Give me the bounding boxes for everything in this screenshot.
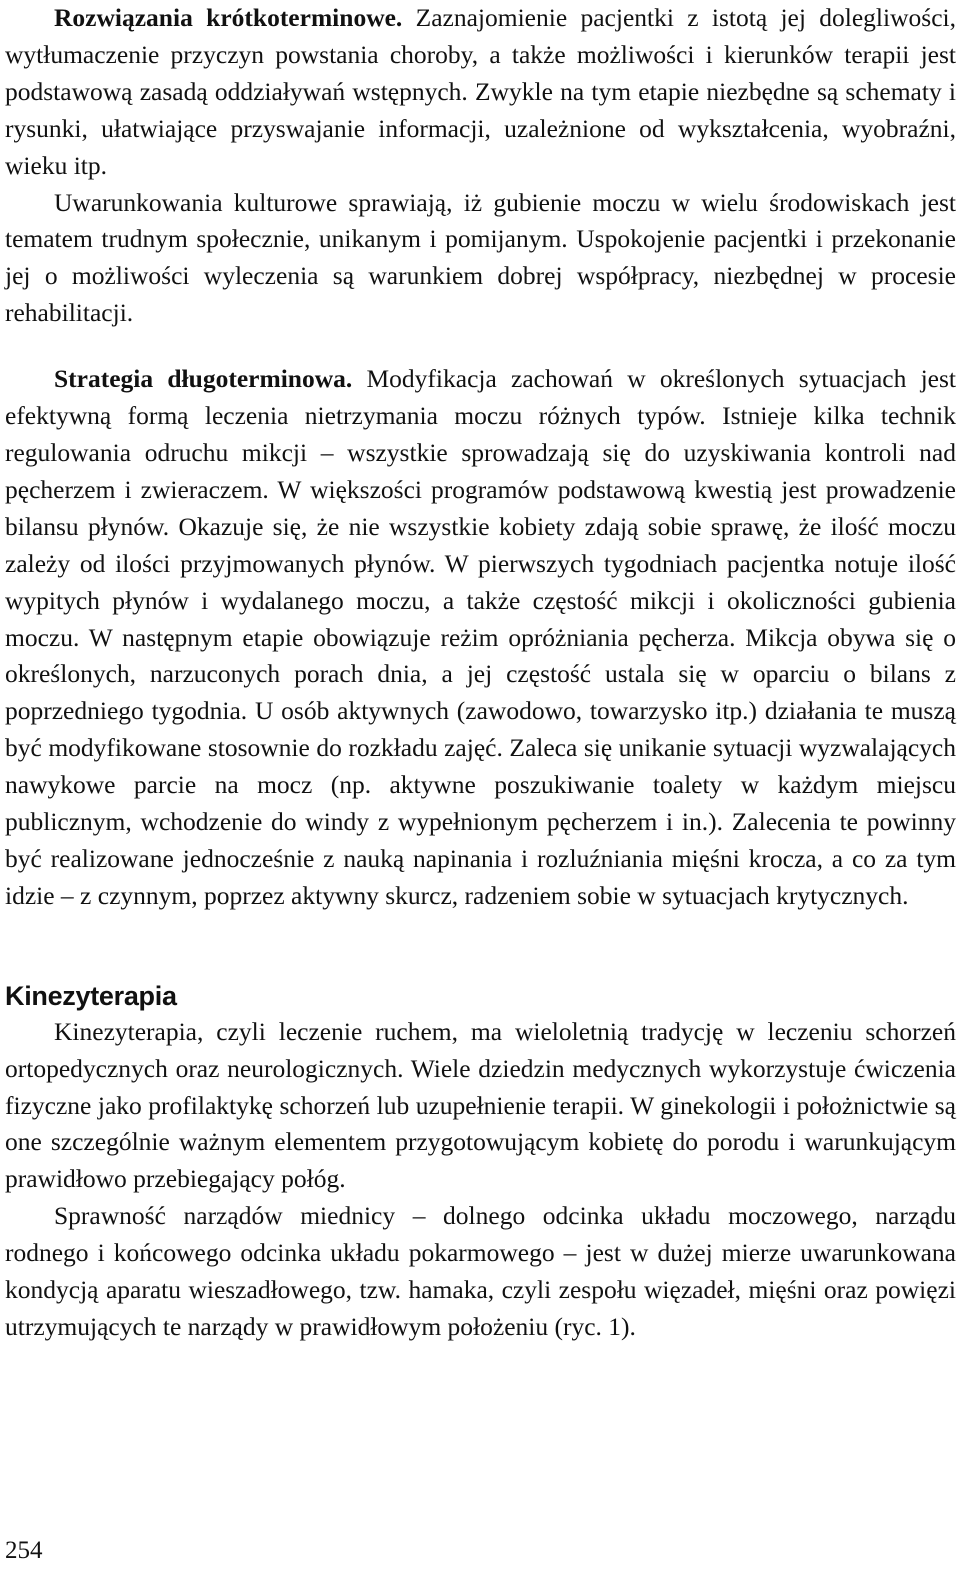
lead-in-long-term: Strategia długoterminowa. [54, 364, 353, 394]
paragraph-pelvic-organs: Sprawność narządów miednicy – dolnego odcinka układu moczowego, narządu rodnego i końcowego odcinka układu pokarmowego – jest w dużej mierze uwarunkowana kondycją aparatu wieszadłowego, tzw. hamaka, czyli zespołu więzadeł, mięśni oraz powięzi utrzymujących te narządy w prawidłowym położeniu (ryc. 1). [5, 1201, 956, 1341]
paragraph-cultural-conditions: Uwarunkowania kulturowe sprawiają, iż gubienie moczu w wielu środowiskach jest tematem trudnym społecznie, unikanym i pomijanym. Uspokojenie pacjentki i przekonanie jej o możliwości wyleczenia są warunkiem dobrej współpracy, niezbędnej w procesie rehabilitacji. [5, 187, 956, 328]
paragraph-kinezyterapia-intro: Kinezyterapia, czyli leczenie ruchem, ma wieloletnią tradycję w leczeniu schorzeń ortopedycznych oraz neurologicznych. Wiele dziedzin medycznych wykorzystuje ćwiczenia fizyczne jako profilaktykę schorzeń lub uzupełnienie terapii. W ginekologii i położnictwie są one szczególnie ważnym elementem przygotowującym kobietę do porodu i warunkującym prawidłowo przebiegający połóg. [5, 1016, 956, 1194]
page-body [5, 0, 956, 1346]
paragraph-long-term-strategy [5, 361, 956, 915]
lead-in-short-term: Rozwiązania krótkoterminowe. [54, 3, 403, 32]
section-heading-kinezyterapia: Kinezyterapia [5, 980, 177, 1011]
paragraph-short-term-solutions [5, 0, 956, 185]
page-number: 254 [5, 1537, 43, 1564]
paragraph-text: Modyfikacja zachowań w określonych sytuacjach jest efektywną formą leczenia nietrzymania moczu różnych typów. Istnieje kilka technik regulowania odruchu mikcji – wszystkie sprowadzają się do uzyskiwania kontroli nad pęcherzem i zwieraczem. W większości programów podstawową kwestią jest prowadzenie bilansu płynów. Okazuje się, że nie wszystkie kobiety zdają sobie sprawę, że ilość moczu zależy od ilości przyjmowanych płynów. W pierwszych tygodniach pacjentka notuje ilość wypitych płynów i wydalanego moczu, a także częstość mikcji i okoliczności gubienia moczu. W następnym etapie obowiązuje reżim opróżniania pęcherza. Mikcja obywa się o określonych, narzuconych porach dnia, a jej częstość ustala się w oparciu o bilans z poprzedniego tygodnia. U osób aktywnych (zawodowo, towarzysko itp.) działania te muszą być modyfikowane stosownie do rozkładu zajęć. Zaleca się unikanie sytuacji wyzwalających nawykowe parcie na mocz (np. aktywne poszukiwanie toalety w każdym miejscu publicznym, wchodzenie do windy z wypełnionym pęcherzem i in.). Zalecenia te powinny być realizowane jednocześnie z nauką napinania i rozluźniania mięśni krocza, a co za tym idzie – z czynnym, poprzez aktywny skurcz, radzeniem sobie w sytuacjach krytycznych. [5, 364, 957, 910]
paragraph-text: Zaznajomienie pacjentki z istotą jej dolegliwości, wytłumaczenie przyczyn powstania choroby, a także możliwości i kierunków terapii jest podstawową zasadą oddziaływań wstępnych. Zwykle na tym etapie niezbędne są schematy i rysunki, ułatwiające przyswajanie informacji, uzależnione od wykształcenia, wyobraźni, wieku itp. [5, 3, 956, 180]
